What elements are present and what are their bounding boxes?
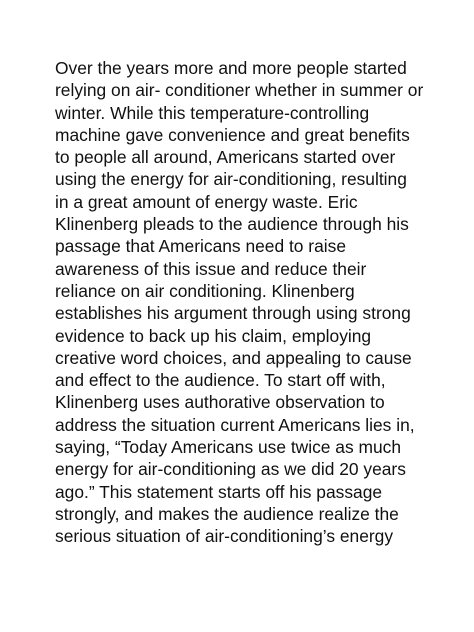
paragraph-line: establishes his argument through using strong [55,303,411,324]
paragraph-line: passage that Americans need to raise [55,236,346,257]
paragraph-line: machine gave convenience and great benefits [55,124,410,145]
paragraph-line: to people all around, Americans started over [55,147,396,168]
paragraph-line: ago.” This statement starts off his passage [55,481,383,502]
paragraph-line: address the situation current Americans lies in, [55,414,415,435]
paragraph-line: evidence to back up his claim, employing [55,325,372,346]
paragraph-line: saying, “Today Americans use twice as much [55,437,402,458]
paragraph-line: serious situation of air-conditioning’s energy [55,526,394,547]
paragraph-line: Klinenberg pleads to the audience through his [55,214,409,235]
paragraph-line: in a great amount of energy waste. Eric [55,191,358,212]
essay-paragraph [55,57,460,548]
paragraph-line: strongly, and makes the audience realize the [55,503,399,524]
paragraph-line: reliance on air conditioning. Klinenberg [55,280,355,301]
paragraph-line: awareness of this issue and reduce their [55,258,367,279]
paragraph-line: energy for air-conditioning as we did 20 years [55,459,406,480]
paragraph-line: winter. While this temperature-controlling [55,102,370,123]
paragraph-line: Klinenberg uses authorative observation to [55,392,385,413]
paragraph-line: creative word choices, and appealing to cause [55,347,412,368]
paragraph-line: and effect to the audience. To start off with, [55,370,386,391]
paragraph-line: relying on air- conditioner whether in summer or [55,80,424,101]
paragraph-line: using the energy for air-conditioning, resulting [55,169,407,190]
paragraph-line: Over the years more and more people started [55,58,407,78]
